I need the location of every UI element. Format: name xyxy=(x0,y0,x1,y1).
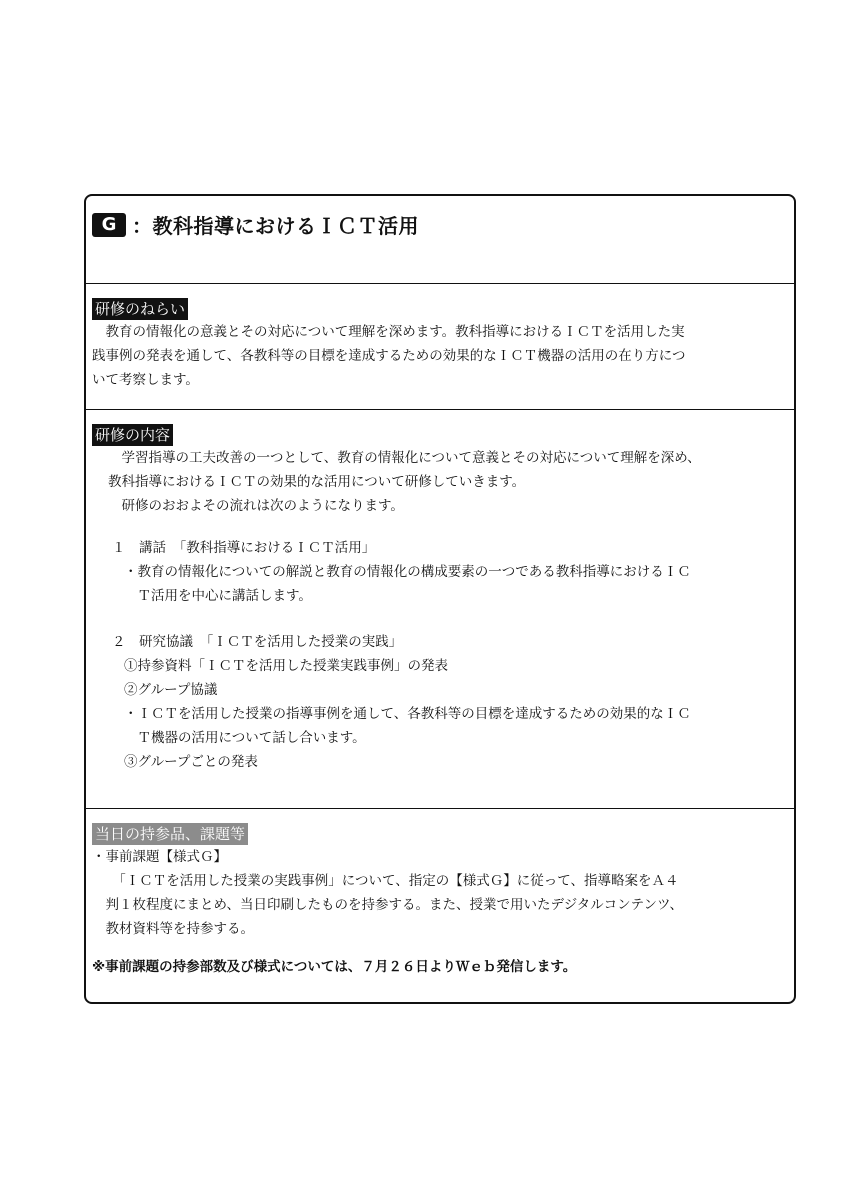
divider-1 xyxy=(86,283,794,284)
aim-line-3: いて考察します。 xyxy=(92,372,199,388)
course-badge-letter: G xyxy=(101,214,117,235)
divider-3 xyxy=(86,808,794,809)
item1-line-1: ・教育の情報化についての解説と教育の情報化の構成要素の一つである教科指導におけるＩＣ xyxy=(124,564,691,580)
course-box xyxy=(84,194,796,1004)
course-title-row xyxy=(92,210,419,239)
item1-line-2: Ｔ活用を中心に講話します。 xyxy=(124,588,312,604)
aim-line-2: 践事例の発表を通して、各教科等の目標を達成するための効果的なＩＣＴ機器の活用の在り方につ xyxy=(92,348,686,364)
item1-title: １ 講話 「教科指導におけるＩＣＴ活用」 xyxy=(112,540,376,556)
bring-heading: 当日の持参品、課題等 xyxy=(92,823,248,845)
content-intro-1: 学習指導の工夫改善の一つとして、教育の情報化について意義とその対応について理解を深め、 xyxy=(108,450,701,466)
bring-line-1: ・事前課題【様式Ｇ】 xyxy=(92,849,227,865)
item2-line-2: ②グループ協議 xyxy=(124,682,218,698)
bring-line-4: 教材資料等を持参する。 xyxy=(92,921,254,937)
aim-section xyxy=(92,298,788,392)
course-badge xyxy=(92,213,126,237)
bring-section xyxy=(92,823,788,979)
course-title: ：教科指導におけるＩＣＴ活用 xyxy=(132,214,419,238)
content-intro-3: 研修のおおよその流れは次のようになります。 xyxy=(108,498,404,514)
item2-line-1: ①持参資料「ＩＣＴを活用した授業実践事例」の発表 xyxy=(124,658,448,674)
content-section xyxy=(92,424,788,774)
item2-line-4: Ｔ機器の活用について話し合います。 xyxy=(124,730,366,746)
item2-line-3: ・ＩＣＴを活用した授業の指導事例を通して、各教科等の目標を達成するための効果的なＩＣ xyxy=(124,706,691,722)
bring-line-3: 判１枚程度にまとめ、当日印刷したものを持参する。また、授業で用いたデジタルコンテンツ、 xyxy=(92,897,684,913)
bring-line-2: 「ＩＣＴを活用した授業の実践事例」について、指定の【様式Ｇ】に従って、指導略案をＡ４ xyxy=(92,873,679,889)
content-heading: 研修の内容 xyxy=(92,424,173,446)
item2-line-5: ③グループごとの発表 xyxy=(124,754,258,770)
content-intro-2: 教科指導におけるＩＣＴの効果的な活用について研修していきます。 xyxy=(108,474,526,490)
divider-2 xyxy=(86,409,794,410)
item2-title: ２ 研究協議 「ＩＣＴを活用した授業の実践」 xyxy=(112,634,403,650)
aim-line-1: 教育の情報化の意義とその対応について理解を深めます。教科指導におけるＩＣＴを活用した実 xyxy=(92,324,685,340)
aim-heading: 研修のねらい xyxy=(92,298,188,320)
bring-note: ※事前課題の持参部数及び様式については、７月２６日よりＷｅｂ発信します。 xyxy=(92,959,577,975)
